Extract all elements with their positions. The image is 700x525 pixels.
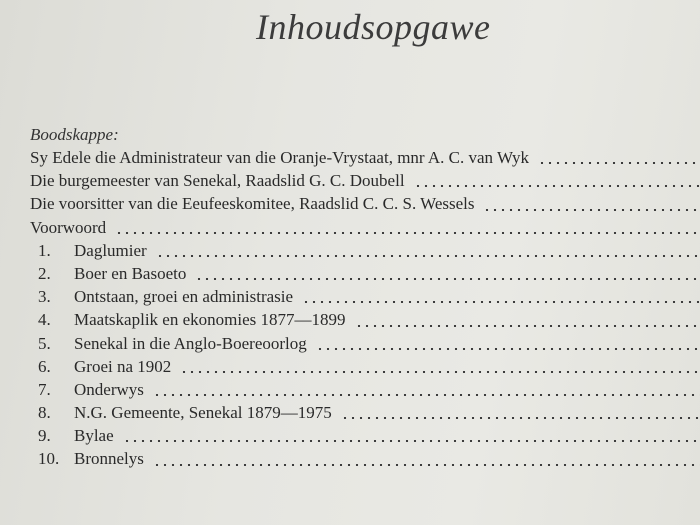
entry-text: Sy Edele die Administrateur van die Oranje-Vrystaat, mnr A. C. van Wyk	[30, 148, 530, 167]
toc-chapter-10	[30, 447, 700, 470]
toc-chapter-3	[30, 285, 700, 308]
dot-leader	[355, 325, 700, 327]
chapter-number: 2.	[38, 263, 51, 283]
toc-chapter-4	[30, 308, 700, 331]
toc-entry-foreword	[30, 216, 700, 239]
chapter-title: Boer en Basoeto	[74, 263, 187, 283]
chapter-title: Bylae	[74, 426, 114, 446]
chapter-number: 7.	[38, 379, 51, 399]
dot-leader	[316, 348, 700, 350]
page-title: Inhoudsopgawe	[256, 7, 491, 47]
chapter-number: 1.	[38, 240, 51, 260]
dot-leader	[156, 255, 700, 257]
dot-leader	[123, 440, 700, 442]
chapter-title: Groei na 1902	[74, 356, 172, 376]
chapter-number: 8.	[38, 403, 51, 423]
chapter-number: 6.	[38, 356, 51, 376]
chapter-title: N.G. Gemeente, Senekal 1879—1975	[74, 403, 332, 423]
chapter-title: Bronnelys	[74, 449, 144, 469]
toc-chapter-6	[30, 355, 700, 378]
chapter-number: 9.	[38, 426, 51, 446]
table-of-contents	[30, 124, 700, 471]
dot-leader	[153, 464, 700, 466]
dot-leader	[195, 278, 700, 280]
dot-leader	[180, 371, 700, 373]
chapter-number: 4.	[38, 310, 51, 330]
chapter-title: Senekal in die Anglo-Boereoorlog	[74, 333, 307, 353]
toc-chapter-1	[30, 239, 700, 262]
entry-text: Voorwoord	[30, 217, 107, 237]
toc-chapter-5	[30, 332, 700, 355]
chapter-number: 5.	[38, 333, 51, 353]
dot-leader	[414, 185, 700, 187]
chapter-number: 10.	[38, 449, 60, 469]
dot-leader	[341, 417, 700, 419]
toc-chapter-8	[30, 401, 700, 424]
entry-text: Die voorsitter van die Eeufeeskomitee, Raadslid C. C. S. Wessels	[30, 194, 475, 214]
dot-leader	[153, 394, 700, 396]
messages-heading: Boodskappe:	[30, 125, 119, 144]
chapter-number: 3.	[38, 287, 51, 307]
dot-leader	[115, 232, 700, 234]
dot-leader	[538, 162, 700, 164]
toc-entry-message-1	[30, 146, 700, 169]
toc-chapter-9	[30, 424, 700, 447]
toc-chapter-2	[30, 262, 700, 285]
toc-entry-message-3	[30, 192, 700, 215]
chapter-title: Maatskaplik en ekonomies 1877—1899	[74, 310, 346, 330]
entry-text: Die burgemeester van Senekal, Raadslid G. C. Doubell	[30, 171, 405, 191]
toc-entry-message-2	[30, 169, 700, 192]
chapter-title: Daglumier	[74, 240, 147, 260]
dot-leader	[302, 301, 700, 303]
chapter-title: Onderwys	[74, 379, 144, 399]
toc-chapter-7	[30, 378, 700, 401]
dot-leader	[483, 209, 700, 211]
chapter-title: Ontstaan, groei en administrasie	[74, 287, 294, 307]
